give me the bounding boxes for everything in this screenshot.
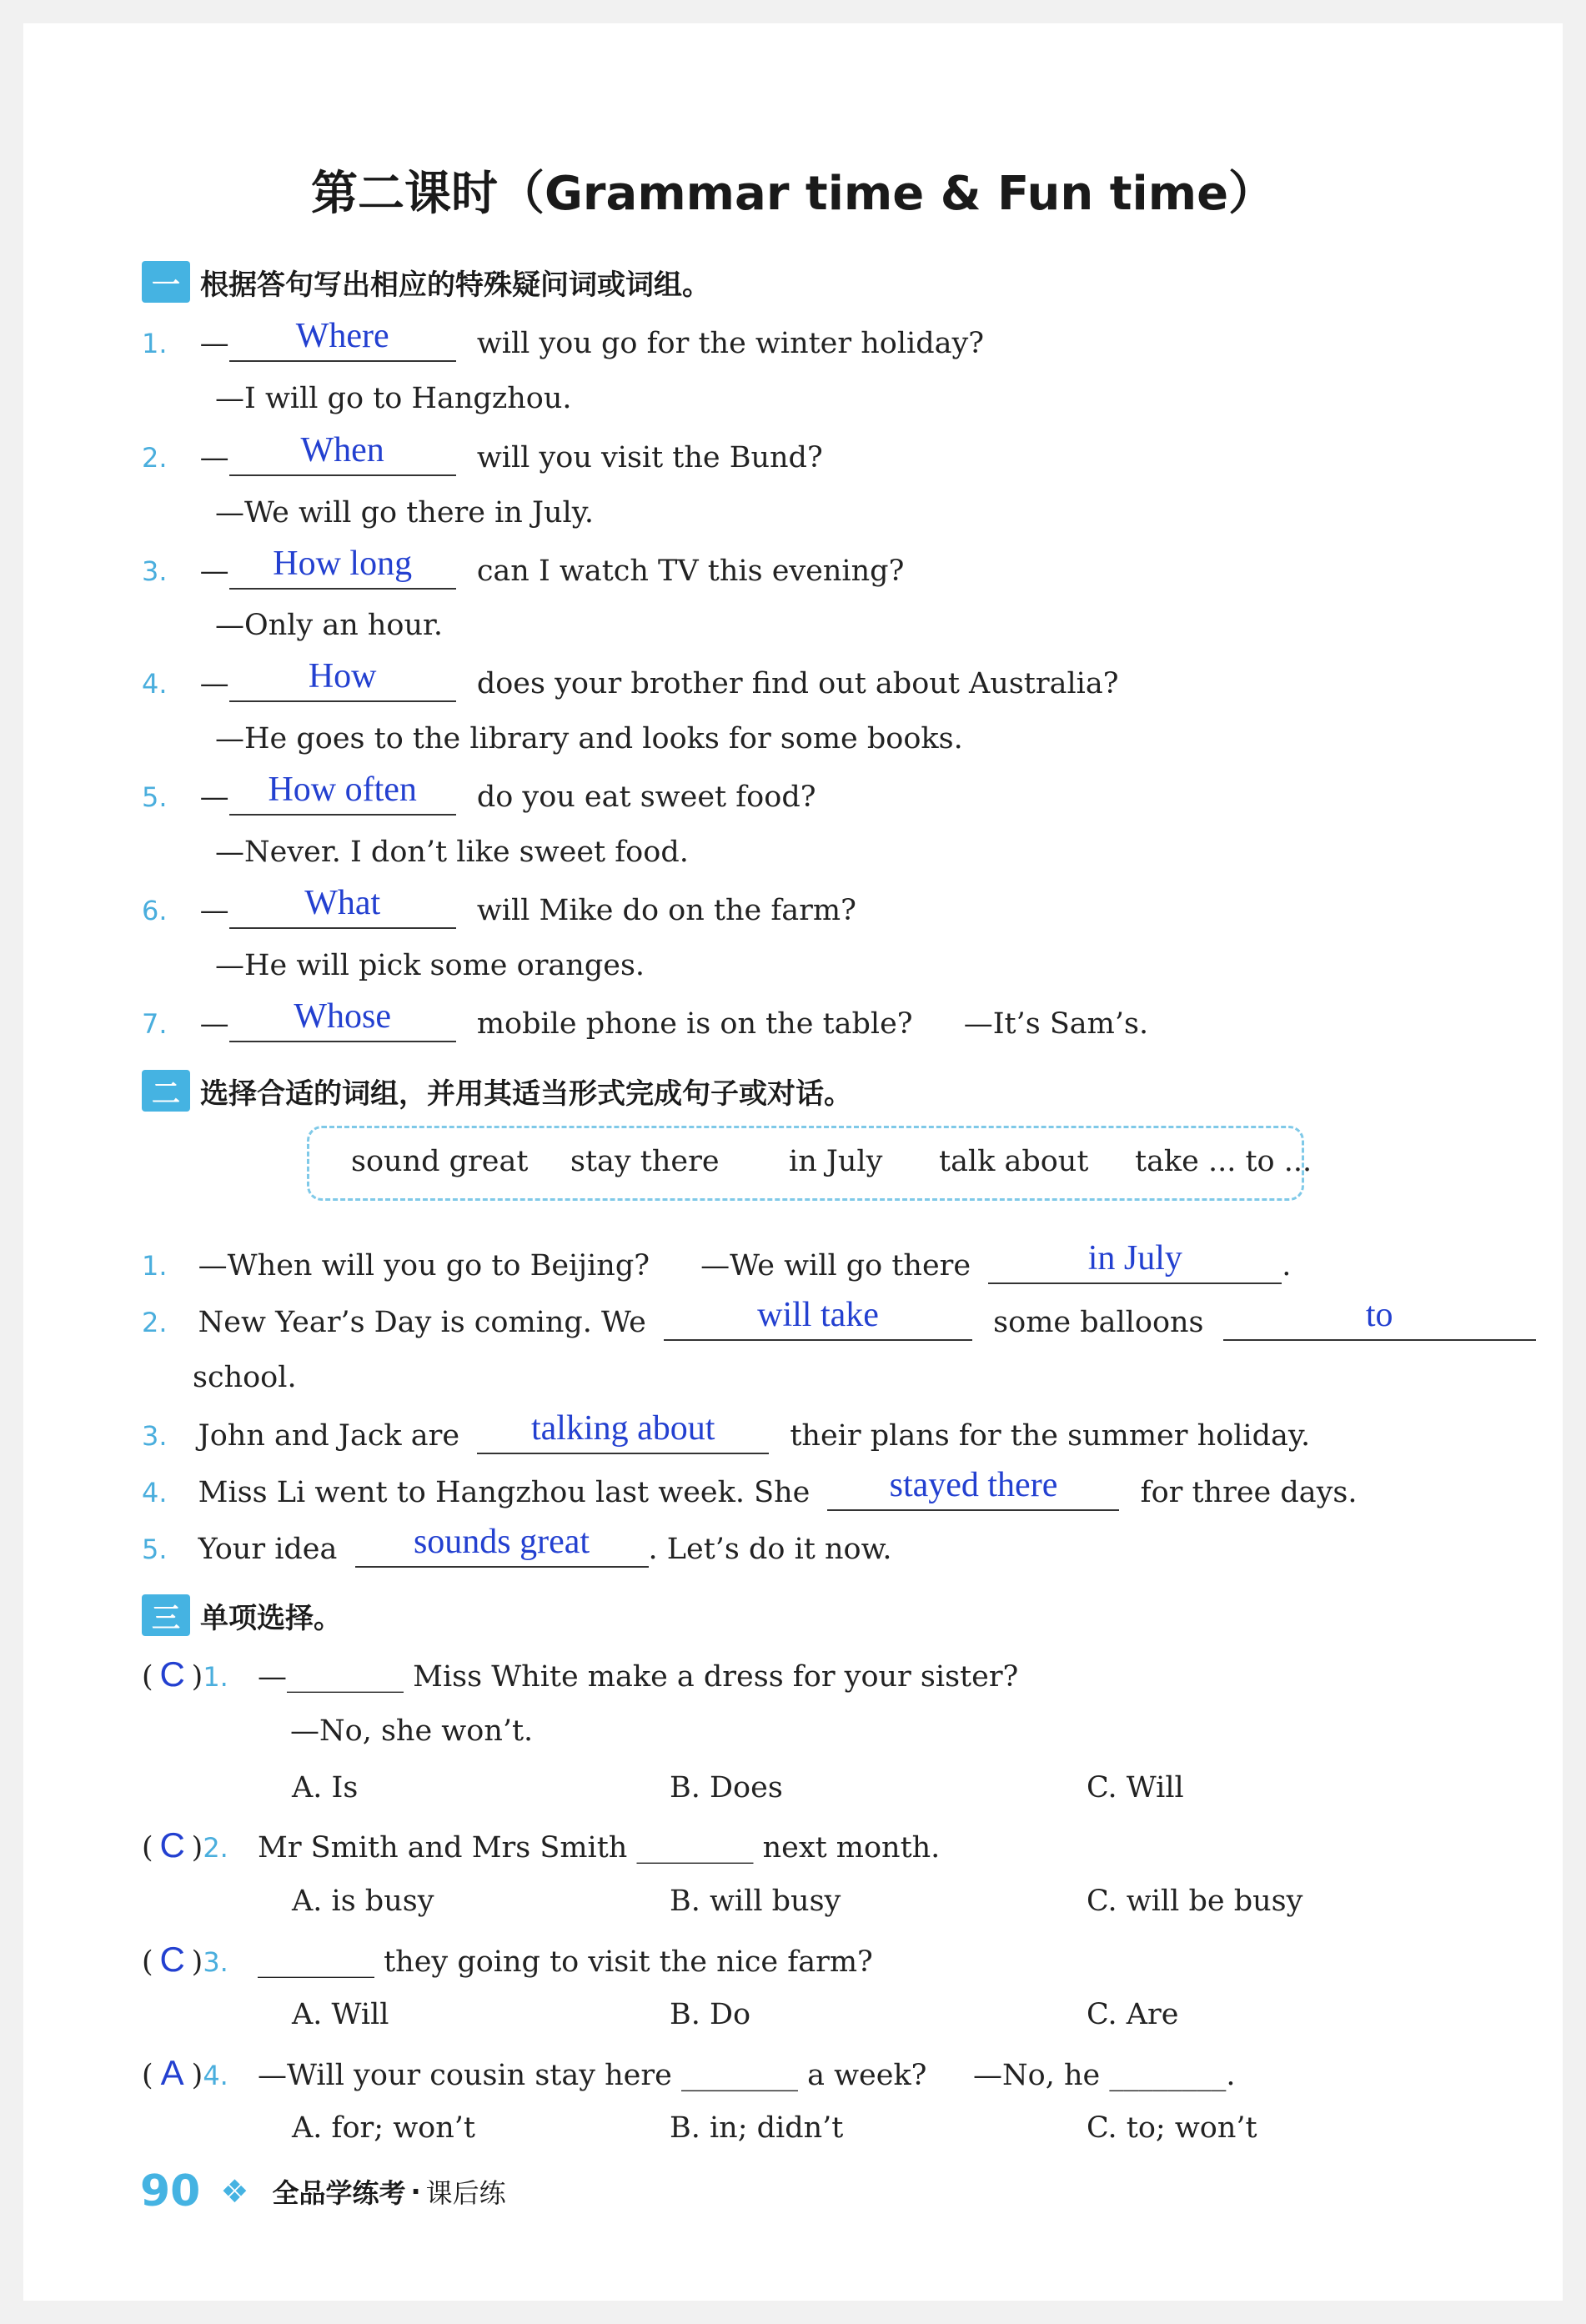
dash: — xyxy=(199,667,229,700)
s1-item-7 xyxy=(142,997,1149,1042)
title-separator: · xyxy=(410,2176,421,2207)
dash: — xyxy=(199,555,229,588)
answer-blank xyxy=(229,997,456,1042)
answer-blank xyxy=(988,1239,1282,1284)
handwritten-answer: How xyxy=(308,657,377,695)
section-2-instruction: 选择合适的词组，并用其适当形式完成句子或对话。 xyxy=(200,1077,852,1111)
question-stem: —________ Miss White make a dress for your sister? xyxy=(257,1660,1019,1694)
section-2-header xyxy=(142,1070,852,1112)
reply-text: —It’s Sam’s. xyxy=(963,1007,1149,1041)
item-number: 1. xyxy=(142,1250,168,1282)
handwritten-answer: Whose xyxy=(294,997,391,1036)
s1-item-5 xyxy=(142,770,816,816)
question-stem: ________ they going to visit the nice farm? xyxy=(257,1945,873,1979)
question-text: does your brother find out about Australia? xyxy=(476,667,1119,700)
item-number: 6. xyxy=(142,895,168,926)
answer-blank xyxy=(229,431,456,476)
answer-blank xyxy=(229,545,456,590)
answer-blank xyxy=(827,1466,1119,1511)
handwritten-answer: Where xyxy=(295,317,389,355)
answer-blank xyxy=(1223,1296,1536,1341)
book-title: 全品学练考 xyxy=(272,2177,406,2209)
section-1-instruction: 根据答句写出相应的特殊疑问词或词组。 xyxy=(200,268,710,302)
question-text: do you eat sweet food? xyxy=(476,781,816,814)
handwritten-answer: How often xyxy=(268,770,417,809)
handwritten-answer: talking about xyxy=(530,1409,715,1448)
section-1-header xyxy=(142,261,710,303)
handwritten-answer: What xyxy=(304,884,381,922)
item-number: 4. xyxy=(203,2060,228,2091)
question-stem: Mr Smith and Mrs Smith ________ next month. xyxy=(257,1831,941,1865)
handwritten-answer: to xyxy=(1365,1296,1393,1334)
word-bank-item: talk about xyxy=(939,1145,1089,1178)
mc-option-a: A. for; won’t xyxy=(292,2111,475,2145)
item-text: their plans for the summer holiday. xyxy=(790,1419,1311,1453)
mc-item-1 xyxy=(142,1656,1018,1695)
mc-option-b: B. Does xyxy=(670,1771,783,1804)
item-number: 3. xyxy=(142,555,168,587)
mc-option-c: C. Will xyxy=(1087,1771,1184,1804)
paren-open: ( xyxy=(142,1945,153,1979)
answer-blank xyxy=(229,770,456,816)
question-text: will Mike do on the farm? xyxy=(476,894,856,927)
s2-item-3 xyxy=(142,1409,1311,1454)
s2-item-4 xyxy=(142,1466,1358,1511)
item-number: 4. xyxy=(142,1477,168,1508)
page-footer xyxy=(140,2166,506,2216)
item-number: 3. xyxy=(203,1946,228,1978)
mc-option-a: A. Will xyxy=(292,1998,389,2031)
handwritten-answer: will take xyxy=(757,1296,879,1334)
handwritten-answer: in July xyxy=(1087,1239,1182,1277)
s2-item-2 xyxy=(142,1296,1536,1341)
handwritten-answer: sounds great xyxy=(413,1523,590,1561)
s1-item-4 xyxy=(142,657,1119,702)
dash: — xyxy=(199,441,229,474)
mc-option-c: C. to; won’t xyxy=(1087,2111,1257,2145)
s2-item-2-continued: school. xyxy=(193,1361,297,1394)
page-number: 90 xyxy=(140,2166,201,2216)
dash: — xyxy=(199,327,229,360)
paren-open: ( xyxy=(142,1660,153,1694)
item-text: —When will you go to Beijing? xyxy=(198,1249,650,1282)
item-number: 1. xyxy=(142,328,168,359)
question-text: mobile phone is on the table? xyxy=(476,1007,913,1041)
item-number: 2. xyxy=(203,1832,228,1864)
handwritten-choice: C xyxy=(159,1654,185,1694)
s1-item-6 xyxy=(142,884,856,929)
s1-reply-2: —We will go there in July. xyxy=(215,496,594,530)
word-bank-item: stay there xyxy=(570,1145,720,1178)
word-bank-item: in July xyxy=(789,1145,883,1178)
question-text: can I watch TV this evening? xyxy=(476,555,905,588)
item-text: . xyxy=(1282,1249,1292,1282)
item-text: —We will go there xyxy=(700,1249,971,1282)
book-subtitle: 课后练 xyxy=(425,2177,506,2209)
item-number: 4. xyxy=(142,668,168,700)
s1-item-3 xyxy=(142,545,905,590)
item-number: 2. xyxy=(142,442,168,474)
answer-blank xyxy=(355,1523,649,1568)
worksheet-page xyxy=(23,23,1563,2301)
mc-option-b: B. Do xyxy=(670,1998,751,2031)
item-text: for three days. xyxy=(1140,1476,1358,1509)
item-number: 3. xyxy=(142,1420,168,1452)
s1-reply-5: —Never. I don’t like sweet food. xyxy=(215,836,689,869)
handwritten-choice: A xyxy=(160,2053,184,2092)
answer-blank xyxy=(229,657,456,702)
section-1-badge: 一 xyxy=(142,261,190,303)
item-number: 5. xyxy=(142,1533,168,1565)
mc-option-c: C. Are xyxy=(1087,1998,1179,2031)
item-number: 7. xyxy=(142,1008,168,1040)
word-bank-item: sound great xyxy=(351,1145,529,1178)
s2-item-5 xyxy=(142,1523,892,1568)
dash: — xyxy=(199,894,229,927)
section-3-instruction: 单项选择。 xyxy=(200,1601,342,1635)
item-text: some balloons xyxy=(993,1306,1204,1339)
section-3-header xyxy=(142,1594,342,1636)
handwritten-choice: C xyxy=(159,1825,185,1865)
item-number: 1. xyxy=(203,1661,228,1693)
paren-close: ) xyxy=(191,1660,203,1694)
word-bank-box xyxy=(307,1126,1312,1201)
answer-blank xyxy=(477,1409,769,1454)
item-text: . Let’s do it now. xyxy=(648,1533,892,1566)
question-stem: —Will your cousin stay here ________ a week? —No, he ________. xyxy=(257,2059,1236,2092)
item-text: John and Jack are xyxy=(198,1419,460,1453)
mc-option-b: B. will busy xyxy=(670,1885,841,1918)
paren-open: ( xyxy=(142,1831,153,1865)
item-text: Your idea xyxy=(198,1533,338,1566)
dash: — xyxy=(199,781,229,814)
question-text: will you go for the winter holiday? xyxy=(476,327,985,360)
mc-option-a: A. is busy xyxy=(292,1885,434,1918)
handwritten-answer: stayed there xyxy=(889,1466,1058,1504)
item-text: Miss Li went to Hangzhou last week. She xyxy=(198,1476,811,1509)
s1-reply-1: —I will go to Hangzhou. xyxy=(215,382,572,415)
paren-close: ) xyxy=(191,2059,203,2092)
paren-close: ) xyxy=(191,1831,203,1865)
mc-option-c: C. will be busy xyxy=(1087,1885,1303,1918)
handwritten-choice: C xyxy=(159,1940,185,1979)
s2-item-1 xyxy=(142,1239,1292,1284)
item-number: 5. xyxy=(142,781,168,813)
diamond-cluster-icon: ❖ xyxy=(220,2173,249,2210)
word-bank-item: take ... to ... xyxy=(1135,1145,1312,1178)
page-title: 第二课时（Grammar time & Fun time） xyxy=(310,167,1276,221)
dash: — xyxy=(199,1007,229,1041)
question-text: will you visit the Bund? xyxy=(476,441,823,474)
answer-blank xyxy=(664,1296,972,1341)
s1-item-2 xyxy=(142,431,823,476)
mc-item-3 xyxy=(142,1941,873,1980)
s1-reply-4: —He goes to the library and looks for some books. xyxy=(215,722,963,755)
mc-item-2 xyxy=(142,1827,940,1866)
item-text: New Year’s Day is coming. We xyxy=(198,1306,646,1339)
mc-item-1-reply: —No, she won’t. xyxy=(290,1714,534,1748)
answer-blank xyxy=(229,317,456,362)
section-2-badge: 二 xyxy=(142,1070,190,1112)
s1-reply-6: —He will pick some oranges. xyxy=(215,949,645,982)
s1-item-1 xyxy=(142,317,985,362)
answer-blank xyxy=(229,884,456,929)
paren-close: ) xyxy=(191,1945,203,1979)
mc-item-4 xyxy=(142,2055,1236,2094)
mc-option-a: A. Is xyxy=(292,1771,359,1804)
handwritten-answer: When xyxy=(300,431,384,469)
item-number: 2. xyxy=(142,1307,168,1338)
mc-option-b: B. in; didn’t xyxy=(670,2111,844,2145)
paren-open: ( xyxy=(142,2059,153,2092)
s1-reply-3: —Only an hour. xyxy=(215,609,444,642)
handwritten-answer: How long xyxy=(273,545,413,583)
section-3-badge: 三 xyxy=(142,1594,190,1636)
